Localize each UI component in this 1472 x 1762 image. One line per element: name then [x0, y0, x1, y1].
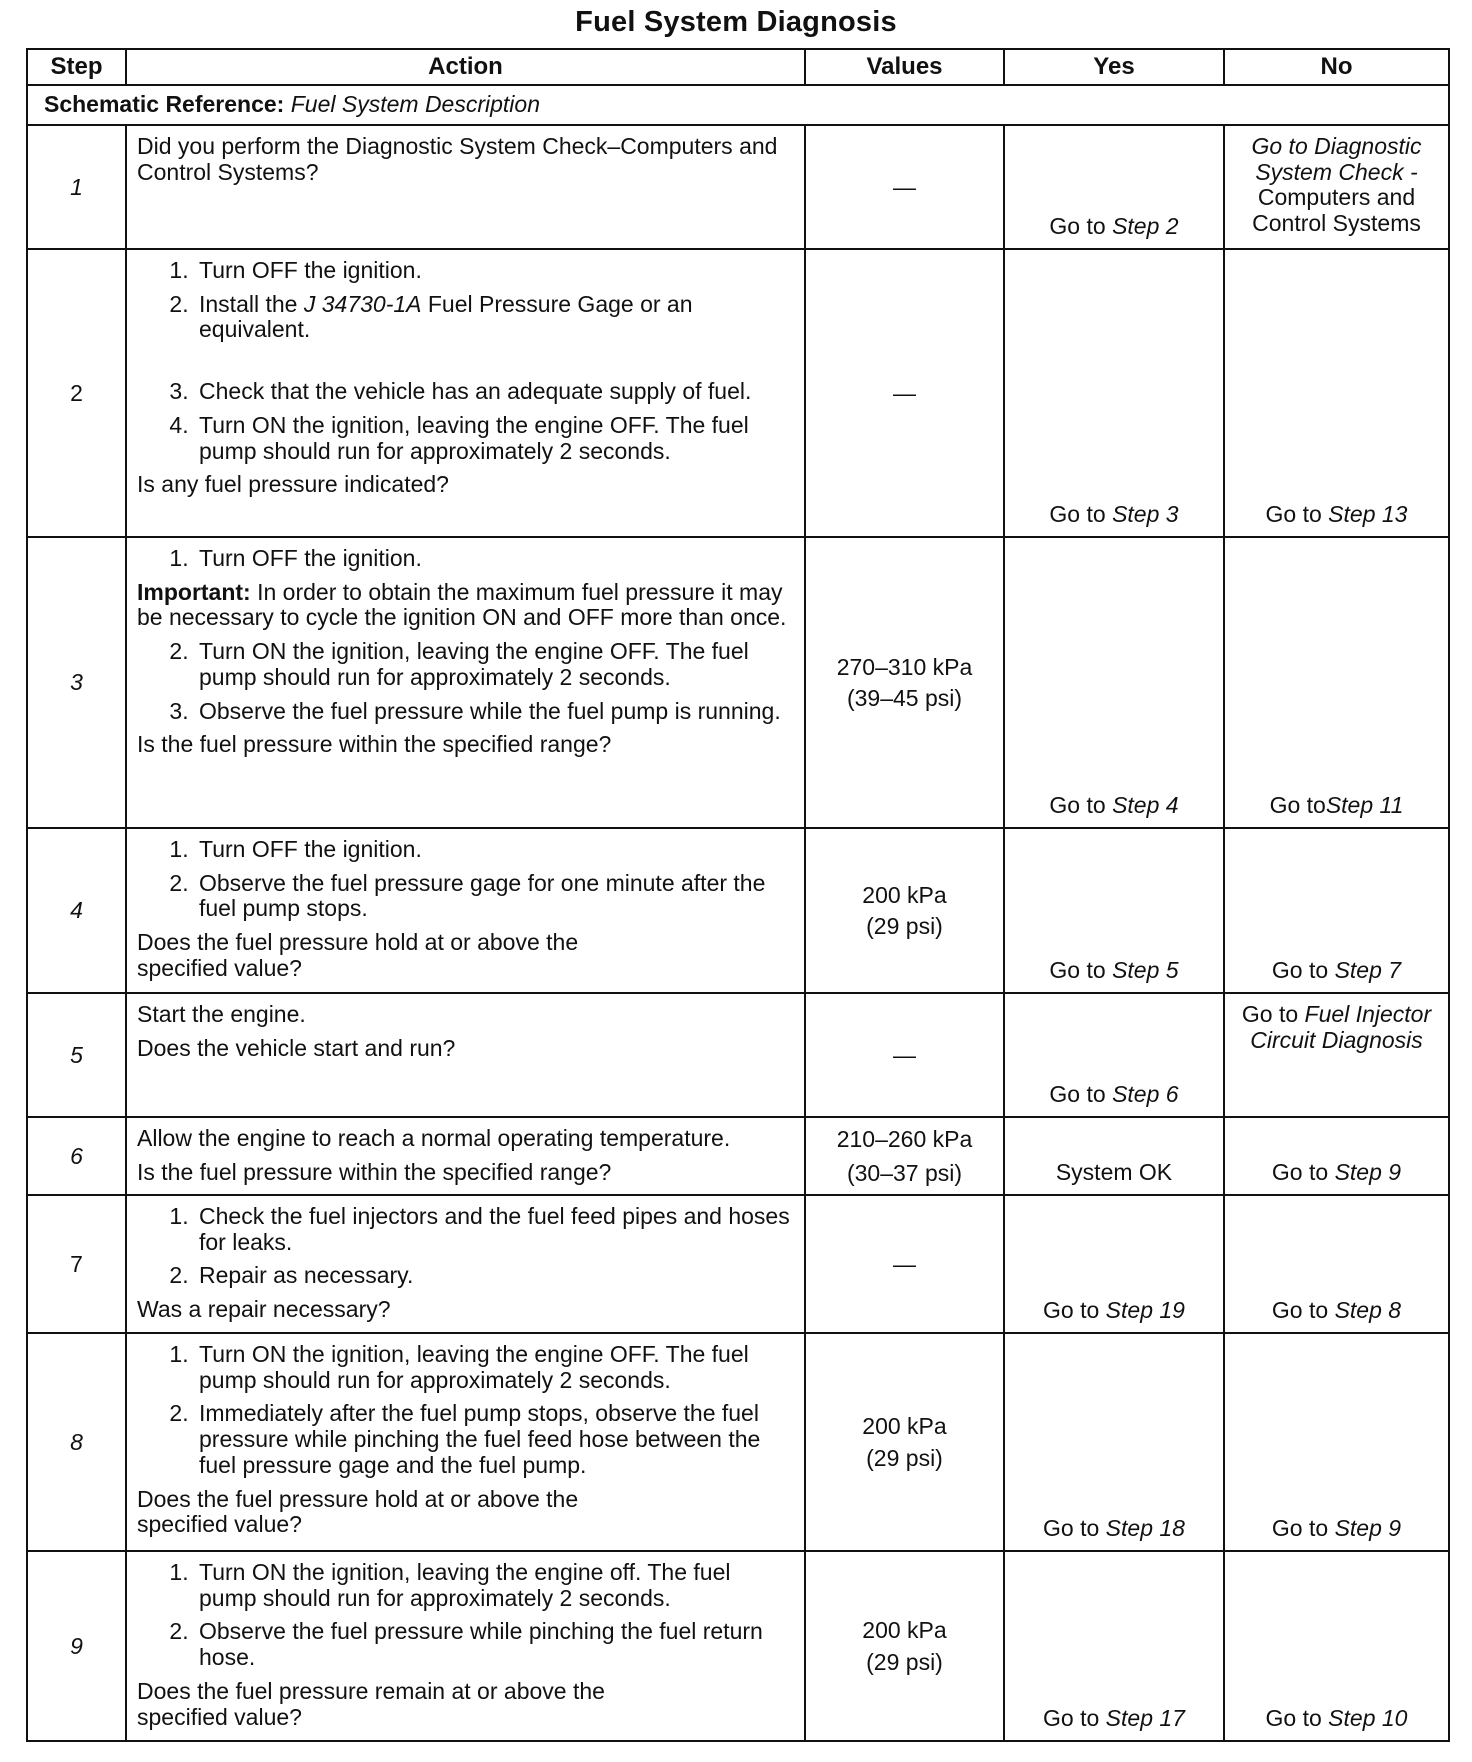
no-cell: Go to Step 8 [1224, 1195, 1449, 1333]
action-list [137, 1204, 794, 1289]
table-row [27, 125, 1449, 249]
action-cell [126, 249, 805, 537]
schematic-reference [27, 85, 1449, 125]
step-number: 4 [27, 828, 126, 993]
header-row [27, 49, 1449, 85]
question: Is the fuel pressure within the specified range? [137, 1158, 612, 1185]
list-item: 2. Install the J 34730-1A Fuel Pressure Gage or an equivalent. [195, 292, 794, 344]
table-row [27, 1117, 1449, 1195]
step-number: 6 [27, 1117, 126, 1195]
schematic-label: Schematic Reference: [44, 91, 285, 117]
list-item: 3. Check that the vehicle has an adequate supply of fuel. [195, 379, 794, 405]
question: Does the fuel pressure hold at or above the specified value? [137, 1485, 579, 1538]
no-cell: Go to Fuel Injector Circuit Diagnosis [1224, 993, 1449, 1117]
no-cell: Go to Diagnostic System Check - Computers and Control Systems [1224, 125, 1449, 249]
step-number: 2 [27, 249, 126, 537]
step-number: 7 [27, 1195, 126, 1333]
list-item: 1. Turn ON the ignition, leaving the engine off. The fuel pump should run for approximately 2 seconds. [195, 1560, 794, 1612]
list-item: 4. Turn ON the ignition, leaving the engine OFF. The fuel pump should run for approximately 2 seconds. [195, 413, 794, 465]
no-cell: Go to Step 9 [1224, 1333, 1449, 1551]
list-item: 1. Turn OFF the ignition. [195, 546, 794, 572]
action-cell [126, 1333, 805, 1551]
list-item: 1. Turn ON the ignition, leaving the engine OFF. The fuel pump should run for approximately 2 seconds. [195, 1342, 794, 1394]
header-no: No [1224, 49, 1449, 85]
yes-cell: System OK [1004, 1117, 1224, 1195]
values-cell: 210–260 kPa (30–37 psi) [805, 1117, 1004, 1195]
question: Is the fuel pressure within the specified range? [137, 731, 612, 758]
action-line: Start the engine. [137, 1000, 306, 1027]
no-cell: Go to Step 9 [1224, 1117, 1449, 1195]
table-row [27, 1551, 1449, 1741]
action-cell [126, 1195, 805, 1333]
yes-cell: Go to Step 6 [1004, 993, 1224, 1117]
values-cell: — [805, 249, 1004, 537]
action-list [137, 258, 794, 465]
header-yes: Yes [1004, 49, 1224, 85]
list-item: 2. Immediately after the fuel pump stops, observe the fuel pressure while pinching the fuel feed hose between the fuel pressure gage and the fuel pump. [195, 1401, 794, 1478]
question: Does the fuel pressure remain at or above the specified value? [137, 1677, 605, 1730]
no-cell: Go to Step 7 [1224, 828, 1449, 993]
list-item: 2. Repair as necessary. [195, 1263, 794, 1289]
table-row [27, 249, 1449, 537]
no-cell: Go to Step 13 [1224, 249, 1449, 537]
yes-cell: Go to Step 19 [1004, 1195, 1224, 1333]
action-cell: Did you perform the Diagnostic System Check–Computers and Control Systems? [126, 125, 805, 249]
question: Does the vehicle start and run? [137, 1034, 456, 1061]
action-cell [126, 537, 805, 828]
list-item: 1. Turn OFF the ignition. [195, 837, 794, 863]
list-item: 1. Turn OFF the ignition. [195, 258, 794, 284]
table-row [27, 1195, 1449, 1333]
yes-cell: Go to Step 17 [1004, 1551, 1224, 1741]
step-number: 9 [27, 1551, 126, 1741]
action-list [137, 1342, 794, 1479]
list-item: 2. Turn ON the ignition, leaving the engine OFF. The fuel pump should run for approximately 2 seconds. [195, 639, 794, 691]
table-row [27, 1333, 1449, 1551]
action-list [137, 639, 794, 724]
schematic-value: Fuel System Description [290, 91, 540, 117]
yes-cell: Go to Step 5 [1004, 828, 1224, 993]
step-number: 1 [27, 125, 126, 249]
question: Was a repair necessary? [137, 1296, 391, 1322]
values-cell: 200 kPa (29 psi) [805, 1333, 1004, 1551]
list-item: 3. Observe the fuel pressure while the fuel pump is running. [195, 699, 794, 725]
list-item: 2. Observe the fuel pressure while pinching the fuel return hose. [195, 1619, 794, 1671]
values-cell: 200 kPa (29 psi) [805, 1551, 1004, 1741]
yes-cell: Go to Step 18 [1004, 1333, 1224, 1551]
action-cell [126, 993, 805, 1117]
header-values: Values [805, 49, 1004, 85]
values-cell: 270–310 kPa (39–45 psi) [805, 537, 1004, 828]
question: Does the fuel pressure hold at or above the specified value? [137, 929, 579, 981]
important-note: Important: In order to obtain the maximum fuel pressure it may be necessary to cycle the ignition ON and OFF more than once. [137, 578, 787, 631]
no-cell: Go to Step 10 [1224, 1551, 1449, 1741]
values-cell: — [805, 125, 1004, 249]
diagnosis-table [26, 48, 1450, 1742]
action-cell [126, 1117, 805, 1195]
table-row [27, 828, 1449, 993]
values-cell: — [805, 1195, 1004, 1333]
header-step: Step [27, 49, 126, 85]
yes-cell: Go to Step 4 [1004, 537, 1224, 828]
yes-cell: Go to Step 3 [1004, 249, 1224, 537]
action-list [137, 837, 794, 922]
header-action: Action [126, 49, 805, 85]
question: Is any fuel pressure indicated? [137, 471, 449, 498]
no-cell: Go toStep 11 [1224, 537, 1449, 828]
step-number: 5 [27, 993, 126, 1117]
action-cell [126, 1551, 805, 1741]
action-cell [126, 828, 805, 993]
action-line: Allow the engine to reach a normal operating temperature. [137, 1124, 731, 1151]
page-title: Fuel System Diagnosis [575, 6, 897, 38]
step-number: 8 [27, 1333, 126, 1551]
action-list [137, 546, 794, 572]
schematic-row [27, 85, 1449, 125]
yes-cell: Go to Step 2 [1004, 125, 1224, 249]
step-number: 3 [27, 537, 126, 828]
values-cell: — [805, 993, 1004, 1117]
list-item: 1. Check the fuel injectors and the fuel feed pipes and hoses for leaks. [195, 1204, 794, 1256]
table-row [27, 537, 1449, 828]
table-row [27, 993, 1449, 1117]
action-list [137, 1560, 794, 1671]
list-item: 2. Observe the fuel pressure gage for one minute after the fuel pump stops. [195, 871, 794, 923]
values-cell: 200 kPa (29 psi) [805, 828, 1004, 993]
